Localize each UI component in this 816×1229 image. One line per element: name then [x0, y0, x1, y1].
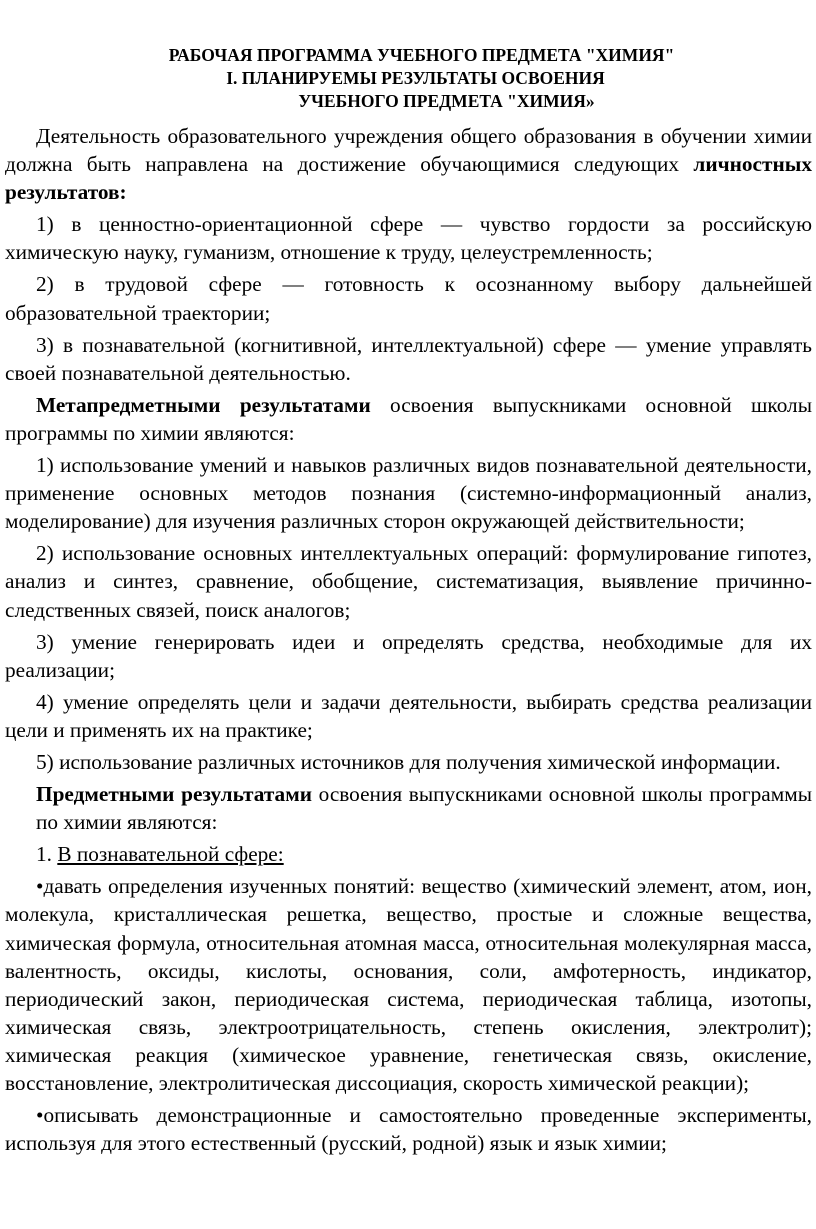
- document-title: [5, 44, 812, 113]
- title-line-2: I. ПЛАНИРУЕМЫ РЕЗУЛЬТАТЫ ОСВОЕНИЯ: [226, 68, 605, 88]
- personal-item: 1) в ценностно-ориентационной сфере — чувство гордости за российскую химическую науку, гуманизм, отношение к труду, целеустремленность;: [5, 212, 812, 265]
- title-line-1: РАБОЧАЯ ПРОГРАММА УЧЕБНОГО ПРЕДМЕТА "ХИМИЯ": [168, 45, 675, 65]
- intro-bold-text: личностных результатов:: [5, 152, 812, 205]
- meta-item: 5) использование различных источников для получения химической информации.: [36, 749, 781, 774]
- personal-item: 2) в трудовой сфере — готовность к осознанному выбору дальнейшей образовательной траектории;: [5, 272, 812, 325]
- subject-item: •давать определения изученных понятий: вещество (химический элемент, атом, ион, молекула, кристаллическая решетка, вещество, простые и сложные вещества, химическая формула, относительная атомная масса, относительная молекулярная масса, валентность, оксиды, кислоты, основания, соли, амфотерность, индикатор, периодический закон, периодическая система, периодическая таблица, изотопы, химическая связь, электроотрицательность, степень окисления, электролит); химическая реакция (химическое уравнение, генетическая связь, окисление, восстановление, электролитическая диссоциация, скорость химической реакции);: [5, 874, 812, 1095]
- meta-item: 4) умение определять цели и задачи деятельности, выбирать средства реализации цели и применять их на практике;: [5, 689, 812, 742]
- subject-paragraph: [5, 780, 812, 836]
- title-line-3: УЧЕБНОГО ПРЕДМЕТА "ХИМИЯ»: [298, 91, 595, 111]
- document-body: [5, 122, 812, 1157]
- meta-text: освоения выпускниками основной школы программы по химии являются:: [5, 392, 812, 445]
- personal-item: 3) в познавательной (когнитивной, интеллектуальной) сфере — умение управлять своей познавательной деятельностью.: [5, 332, 812, 385]
- subject-text: освоения выпускниками основной школы программы по химии являются:: [36, 782, 813, 835]
- meta-item: 1) использование умений и навыков различных видов познавательной деятельности, применение основных методов познания (системно-информационный анализ, моделирование) для изучения различных сторон окружающей действительности;: [5, 453, 812, 534]
- meta-item: 3) умение генерировать идеи и определять средства, необходимые для их реализации;: [5, 629, 812, 682]
- meta-item: 2) использование основных интеллектуальных операций: формулирование гипотез, анализ и синтез, сравнение, обобщение, систематизация, выявление причинно-следственных связей, поиск аналогов;: [5, 541, 812, 622]
- intro-text: Деятельность образовательного учреждения общего образования в обучении химии должна быть направлена на достижение обучающимися следующих: [5, 124, 812, 177]
- section-label: В познавательной сфере:: [57, 842, 284, 867]
- section-number: 1.: [36, 842, 52, 867]
- intro-paragraph: [5, 122, 812, 206]
- meta-bold-text: Метапредметными результатами: [36, 392, 371, 417]
- subject-section-heading: [5, 840, 812, 868]
- subject-item: •описывать демонстрационные и самостоятельно проведенные эксперименты, используя для этого естественный (русский, родной) язык и язык химии;: [5, 1103, 812, 1156]
- meta-paragraph: [5, 391, 812, 447]
- subject-bold-text: Предметными результатами: [36, 782, 312, 807]
